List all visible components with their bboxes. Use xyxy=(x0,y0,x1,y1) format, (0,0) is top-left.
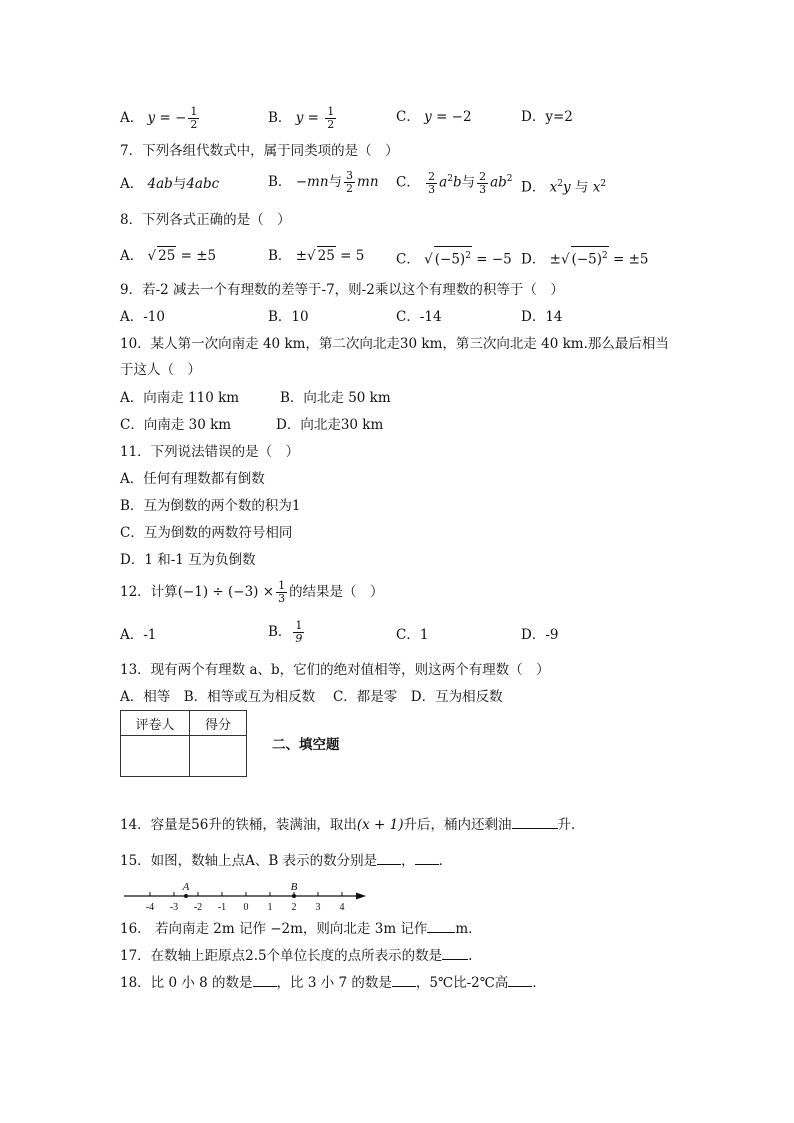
answer-blank[interactable] xyxy=(392,986,416,987)
radicand xyxy=(434,246,472,269)
math-term: −mn xyxy=(295,174,329,190)
tick-label: -4 xyxy=(145,902,155,913)
stem-text: ． xyxy=(438,853,453,869)
q10-stem-line2: 于这人（ ） xyxy=(120,362,201,378)
plus-minus: ± xyxy=(295,248,308,264)
option-label: C． xyxy=(396,251,420,268)
stem-text: ，5℃比-2℃高 xyxy=(415,975,509,991)
section-title: 二、填空题 xyxy=(272,737,340,753)
stem-text: 18．比 0 小 8 的数是 xyxy=(120,975,253,991)
math-term: x xyxy=(549,179,558,196)
grading-table xyxy=(120,710,247,777)
q18-stem xyxy=(120,974,546,992)
q6-option-a xyxy=(120,106,201,131)
math-rhs: = ±5 xyxy=(608,251,649,268)
q8-option-a xyxy=(120,246,216,265)
tick-label: -1 xyxy=(217,902,227,913)
tick-label: -3 xyxy=(169,902,179,913)
stem-text: 的结果是（ ） xyxy=(289,584,384,600)
math-term: 4ab xyxy=(147,176,173,192)
stem-text: ，比 3 小 7 的数是 xyxy=(276,975,392,991)
stem-text: 升． xyxy=(557,817,585,833)
sqrt-icon: √ xyxy=(307,248,316,264)
tick-label: 4 xyxy=(339,902,345,913)
math-expression: (−1) ÷ (−3) × xyxy=(177,584,275,600)
connector: 与 xyxy=(172,176,187,192)
math-term: a xyxy=(439,174,448,191)
stem-text: 16． 若向南走 2m 记作 −2m，则向北走 3m 记作 xyxy=(120,921,428,937)
fraction-numerator: 1 xyxy=(190,105,198,118)
q6-option-d xyxy=(521,108,573,126)
q12-option-a: A．-1 xyxy=(120,627,157,643)
connector: 与 xyxy=(461,174,476,191)
math-rhs: = 5 xyxy=(335,248,365,264)
fraction xyxy=(477,171,488,196)
q16-stem xyxy=(120,920,482,938)
fraction-numerator: 2 xyxy=(479,169,487,183)
q11-option-a: A．任何有理数都有倒数 xyxy=(120,471,265,487)
arrow-icon xyxy=(356,893,366,900)
tick-label: 3 xyxy=(315,902,321,913)
fraction xyxy=(276,580,287,605)
q11-option-d: D．1 和-1 互为负倒数 xyxy=(120,552,256,568)
answer-blank[interactable] xyxy=(508,986,532,987)
math-term: y xyxy=(562,179,571,196)
q13-stem: 13．现有两个有理数 a、b，它们的绝对值相等，则这两个有理数（ ） xyxy=(120,662,550,678)
fraction-numerator: 3 xyxy=(346,169,354,182)
q10-option-a: A．向南走 110 km xyxy=(120,390,240,406)
q7-option-a xyxy=(120,175,219,193)
radicand: 25 xyxy=(158,248,176,264)
grader-header: 评卷人 xyxy=(121,711,190,736)
fraction-denominator: 3 xyxy=(428,182,436,196)
math-var: y xyxy=(295,110,304,126)
fraction-numerator: 2 xyxy=(428,169,436,183)
connector: 与 xyxy=(570,179,593,196)
q12-option-c: C．1 xyxy=(396,627,429,643)
fraction xyxy=(325,106,336,131)
stem-text: ， xyxy=(401,853,415,869)
q12-stem xyxy=(120,580,384,605)
stem-text: ． xyxy=(532,975,546,991)
q9-option-b: B．10 xyxy=(268,309,309,325)
q10-option-c: C．向南走 30 km xyxy=(120,417,232,433)
stem-text: 17．在数轴上距原点2.5个单位长度的点所表示的数是 xyxy=(120,948,443,964)
q10-option-b: B．向北走 50 km xyxy=(280,390,391,406)
exponent: 2 xyxy=(601,251,608,261)
stem-text: . xyxy=(468,948,473,964)
q7-option-d xyxy=(521,175,606,197)
math-expression: (x + 1) xyxy=(356,817,404,833)
q11-option-b: B．互为倒数的两个数的积为1 xyxy=(120,498,301,514)
tick-label: 2 xyxy=(291,902,297,913)
stem-text: m． xyxy=(455,921,482,937)
q11-option-c: C．互为倒数的两数符号相同 xyxy=(120,525,293,541)
fraction xyxy=(293,620,304,645)
point-a xyxy=(184,894,188,898)
option-label: A． xyxy=(120,110,144,126)
q8-option-c xyxy=(396,246,512,269)
fraction xyxy=(426,171,437,196)
answer-blank[interactable] xyxy=(253,986,277,987)
answer-blank[interactable] xyxy=(442,959,468,960)
q9-option-a: A．-10 xyxy=(120,309,165,325)
math-rhs: = ±5 xyxy=(176,248,217,264)
exponent: 2 xyxy=(447,174,453,184)
fraction-denominator: 2 xyxy=(346,182,354,195)
option-label: D． xyxy=(521,251,546,268)
point-b-label: B xyxy=(290,881,298,893)
fraction-numerator: 1 xyxy=(295,619,303,632)
math-eq: = − xyxy=(155,110,187,126)
option-label: A． xyxy=(120,176,144,192)
fraction xyxy=(188,106,199,131)
q6-option-c xyxy=(396,108,472,126)
q6-option-b xyxy=(268,106,338,131)
stem-text: 12．计算 xyxy=(120,584,178,600)
tick-label: 0 xyxy=(243,902,249,913)
radicand-base: (−5) xyxy=(434,251,466,268)
plus-minus: ± xyxy=(549,251,561,268)
q9-stem: 9．若-2 减去一个有理数的差等于-7，则-2乘以这个有理数的积等于（ ） xyxy=(120,282,564,298)
sqrt-icon: √ xyxy=(424,251,433,268)
fraction-denominator: 3 xyxy=(479,182,487,196)
tick-label: -2 xyxy=(193,902,203,913)
fraction-denominator: 9 xyxy=(295,632,303,645)
q8-stem: 8．下列各式正确的是（ ） xyxy=(120,212,291,228)
exponent: 2 xyxy=(465,251,471,261)
answer-blank[interactable] xyxy=(427,932,455,933)
q10-option-d: D．向北走30 km xyxy=(276,417,384,433)
score-cell[interactable] xyxy=(190,736,247,777)
q7-option-c xyxy=(396,170,513,196)
fraction-denominator: 3 xyxy=(278,592,286,605)
point-a-label: A xyxy=(182,881,190,893)
option-label: D． xyxy=(521,179,546,196)
fraction-denominator: 2 xyxy=(327,118,335,131)
q8-option-b xyxy=(268,246,364,265)
radicand: 25 xyxy=(317,248,335,264)
q9-option-c: C．-14 xyxy=(396,309,442,325)
q7-stem: 7．下列各组代数式中，属于同类项的是（ ） xyxy=(120,143,399,159)
option-label: B． xyxy=(268,174,292,190)
exponent: 2 xyxy=(600,179,607,189)
q12-option-b xyxy=(268,620,306,645)
q15-stem xyxy=(120,852,452,870)
option-label: B． xyxy=(268,624,292,640)
score-header: 得分 xyxy=(190,711,247,736)
math-rhs: = −5 xyxy=(471,251,512,268)
math-term: x xyxy=(592,179,601,196)
radicand-base: (−5) xyxy=(571,251,602,268)
stem-text: 14．容量是56升的铁桶，装满油，取出 xyxy=(120,817,357,833)
fraction-numerator: 1 xyxy=(278,579,286,592)
q8-option-d xyxy=(521,246,649,269)
grader-cell[interactable] xyxy=(121,736,190,777)
stem-text: 15．如图，数轴上点A、B 表示的数分别是 xyxy=(120,853,378,869)
stem-text: 升后，桶内还剩油 xyxy=(403,817,512,833)
answer-blank[interactable] xyxy=(415,864,439,865)
math-eq: = −2 xyxy=(431,109,472,125)
q7-option-b xyxy=(268,170,379,195)
option-label: B． xyxy=(268,248,292,264)
q9-option-d: D．14 xyxy=(521,309,563,325)
fraction xyxy=(344,170,355,195)
option-label: C． xyxy=(396,109,420,125)
option-label: C． xyxy=(396,174,420,191)
option-text: y=2 xyxy=(545,109,573,125)
math-term: b xyxy=(452,174,462,191)
q13-options: A．相等 B．相等或互为相反数 C．都是零 D．互为相反数 xyxy=(120,689,503,705)
math-term: ab xyxy=(490,174,507,191)
math-var: y xyxy=(147,110,156,126)
option-label: D． xyxy=(521,109,546,125)
fraction-denominator: 2 xyxy=(190,118,198,131)
option-label: B． xyxy=(268,110,292,126)
math-term: mn xyxy=(357,174,379,190)
math-eq: = xyxy=(303,110,324,126)
q14-stem xyxy=(120,816,585,834)
option-label: A． xyxy=(120,248,144,264)
point-b xyxy=(292,894,296,898)
number-line xyxy=(118,876,378,916)
q17-stem xyxy=(120,947,472,965)
sqrt-icon: √ xyxy=(560,251,570,268)
exponent: 2 xyxy=(557,179,563,189)
math-term: 4abc xyxy=(186,176,220,192)
q12-option-d: D．-9 xyxy=(521,627,559,643)
q11-stem: 11．下列说法错误的是（ ） xyxy=(120,444,300,460)
connector: 与 xyxy=(328,174,343,190)
answer-blank[interactable] xyxy=(512,828,558,829)
q10-stem-line1: 10．某人第一次向南走 40 km，第二次向北走30 km，第三次向北走 40 km.那么最后相当 xyxy=(120,336,669,352)
exponent: 2 xyxy=(506,174,513,184)
math-var: y xyxy=(424,109,432,125)
fraction-numerator: 1 xyxy=(327,105,335,118)
answer-blank[interactable] xyxy=(377,864,401,865)
radicand xyxy=(571,246,609,269)
tick-label: 1 xyxy=(267,902,273,913)
sqrt-icon: √ xyxy=(147,248,157,264)
